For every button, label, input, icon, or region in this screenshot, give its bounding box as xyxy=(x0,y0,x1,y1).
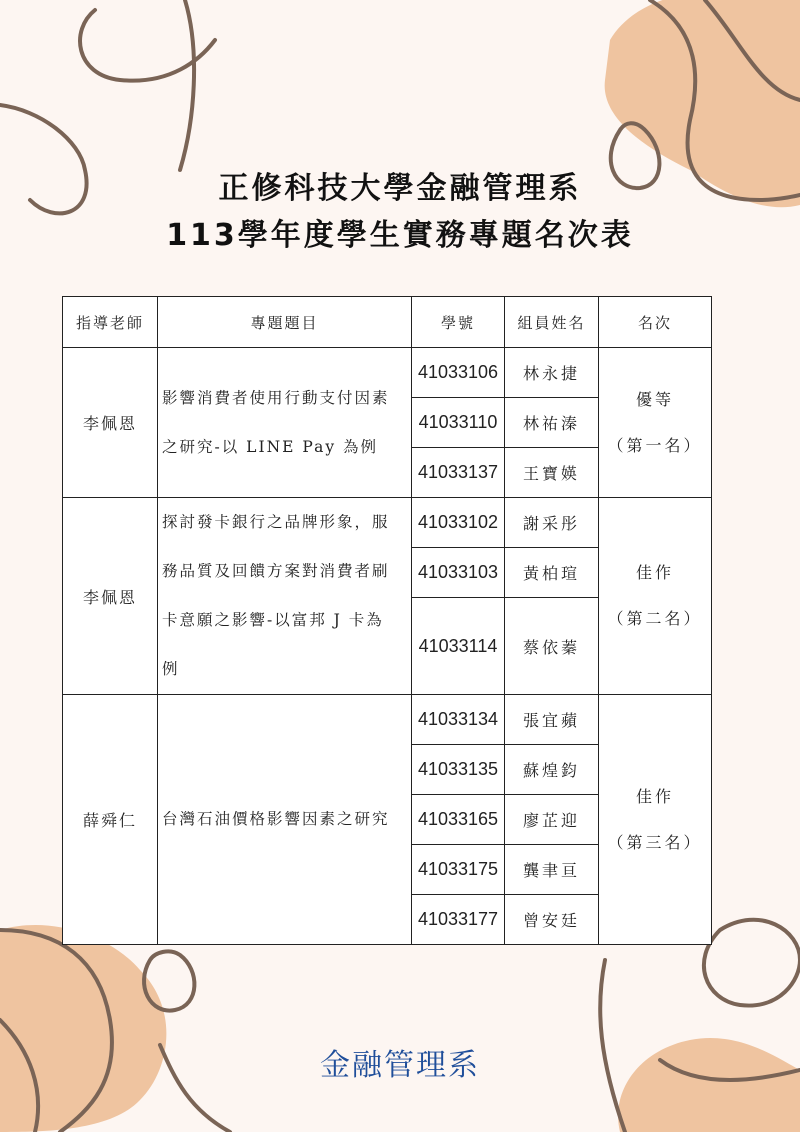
curve-top xyxy=(180,0,194,170)
member-name-cell: 黃柏瑄 xyxy=(505,548,599,598)
topic-line: 務品質及回饋方案對消費者刷 xyxy=(162,562,390,580)
student-id-cell: 41033103 xyxy=(412,548,505,598)
page-title: 正修科技大學金融管理系 xyxy=(218,171,582,206)
student-id-cell: 41033137 xyxy=(412,448,505,498)
topic-line: 影響消費者使用行動支付因素 xyxy=(162,388,390,407)
student-id-cell: 41033102 xyxy=(412,498,505,548)
topic-cell xyxy=(158,498,412,695)
member-name-cell: 龔聿亘 xyxy=(505,845,599,895)
rank-cell xyxy=(599,348,712,498)
rank-award: 佳作 xyxy=(635,563,674,582)
topic-line: 卡意願之影響-以富邦 J 卡為 xyxy=(162,611,384,629)
rank-award: 佳作 xyxy=(635,786,674,806)
topic-line: 台灣石油價格影響因素之研究 xyxy=(162,810,390,828)
header-advisor: 指導老師 xyxy=(63,297,158,348)
student-id-cell: 41033177 xyxy=(412,895,505,945)
header-topic: 專題題目 xyxy=(158,297,412,348)
blob-bottom-left xyxy=(0,925,166,1132)
advisor-cell: 薛舜仁 xyxy=(63,695,158,945)
ranking-table xyxy=(62,296,712,945)
rank-place: （第三名） xyxy=(607,832,703,852)
rank-cell xyxy=(599,695,712,945)
member-name-cell: 蔡依蓁 xyxy=(505,598,599,695)
table-header-row xyxy=(63,297,712,348)
table-row xyxy=(63,348,712,398)
student-id-cell: 41033114 xyxy=(412,598,505,695)
member-name-cell: 蘇煌鈞 xyxy=(505,745,599,795)
member-name-cell: 王寶媖 xyxy=(505,448,599,498)
rank-place: （第二名） xyxy=(607,609,703,628)
topic-cell xyxy=(158,348,412,498)
header-member-name: 組員姓名 xyxy=(505,297,599,348)
topic-line: 例 xyxy=(162,660,180,678)
student-id-cell: 41033165 xyxy=(412,795,505,845)
table-row xyxy=(63,695,712,745)
rank-place: （第一名） xyxy=(607,435,703,455)
student-id-cell: 41033175 xyxy=(412,845,505,895)
page-subtitle: 113學年度學生實務專題名次表 xyxy=(166,218,634,253)
loop-bottom-right xyxy=(704,920,800,1006)
topic-line: 之研究-以 LINE Pay 為例 xyxy=(162,437,379,456)
member-name-cell: 謝采彤 xyxy=(505,498,599,548)
table-row xyxy=(63,498,712,548)
student-id-cell: 41033110 xyxy=(412,398,505,448)
member-name-cell: 張宜蘋 xyxy=(505,695,599,745)
advisor-cell: 李佩恩 xyxy=(63,498,158,695)
member-name-cell: 林祐溱 xyxy=(505,398,599,448)
student-id-cell: 41033134 xyxy=(412,695,505,745)
topic-cell xyxy=(158,695,412,945)
student-id-cell: 41033135 xyxy=(412,745,505,795)
member-name-cell: 曾安廷 xyxy=(505,895,599,945)
rank-award: 優等 xyxy=(635,389,674,409)
footer-department: 金融管理系 xyxy=(320,1048,480,1083)
advisor-cell: 李佩恩 xyxy=(63,348,158,498)
student-id-cell: 41033106 xyxy=(412,348,505,398)
member-name-cell: 林永捷 xyxy=(505,348,599,398)
rank-cell xyxy=(599,498,712,695)
member-name-cell: 廖芷迎 xyxy=(505,795,599,845)
topic-line: 探討發卡銀行之品牌形象，服 xyxy=(162,513,390,531)
header-rank: 名次 xyxy=(599,297,712,348)
header-student-id: 學號 xyxy=(412,297,505,348)
loop-bottom-left xyxy=(144,951,194,1010)
